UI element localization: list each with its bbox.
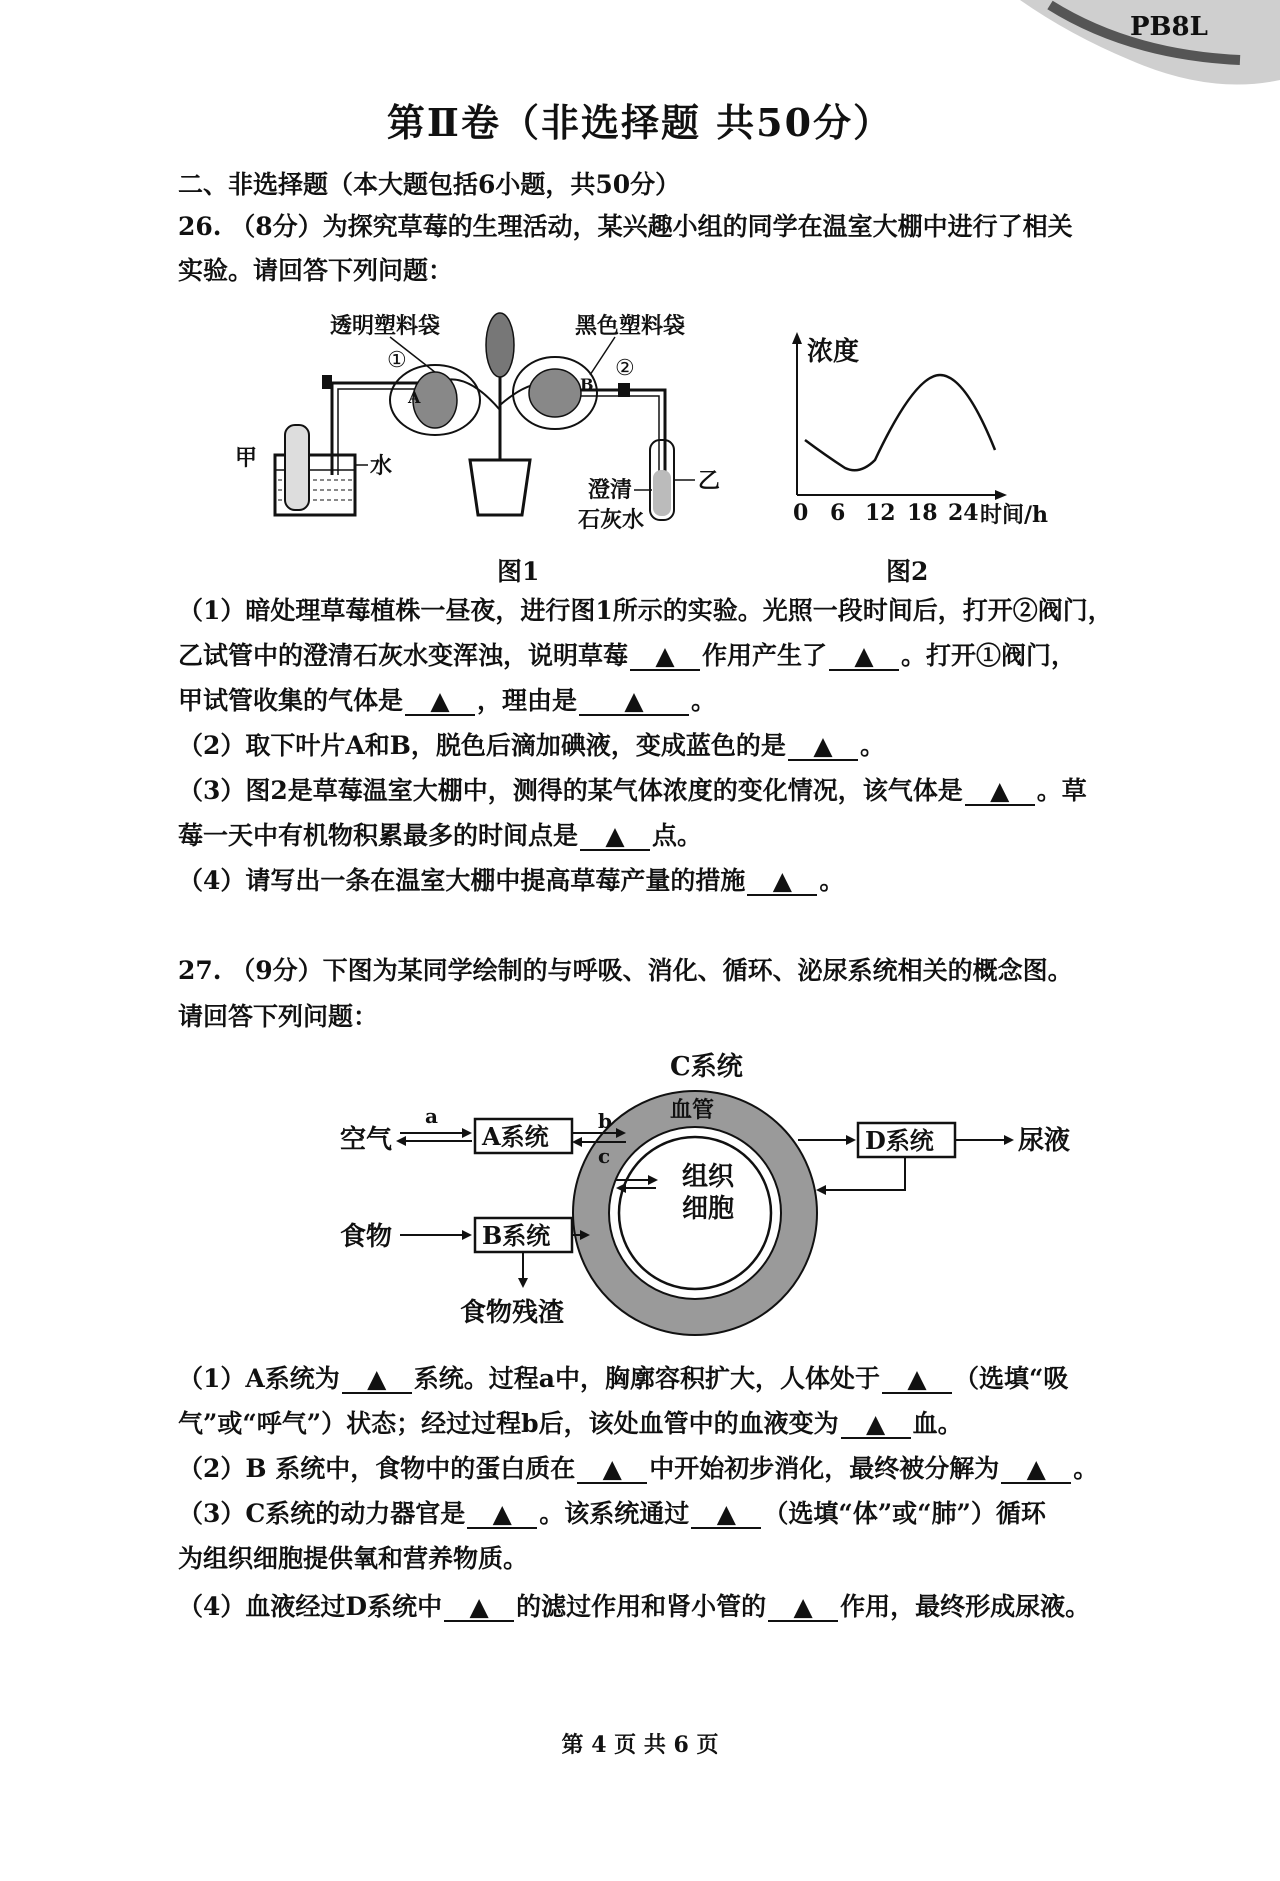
label-lime-2: 石灰水: [578, 507, 645, 533]
label-lime-1: 澄清: [588, 477, 633, 503]
valve-2-label: ②: [615, 356, 635, 381]
process-a-label: a: [425, 1104, 438, 1128]
answer-blank[interactable]: ▲: [405, 688, 475, 716]
concentration-curve: [805, 375, 995, 470]
q27-part3-b: 为组织细胞提供氧和营养物质。: [178, 1544, 529, 1573]
answer-blank[interactable]: ▲: [965, 778, 1035, 806]
section-heading: 二、非选择题（本大题包括6小题，共50分）: [178, 170, 681, 199]
test-tube-jia: [285, 425, 309, 510]
answer-blank[interactable]: ▲: [788, 733, 858, 761]
vessel-label: 血管: [670, 1097, 715, 1123]
figure-2-caption: 图2: [886, 557, 929, 586]
label-jia: 甲: [235, 445, 258, 471]
q26-intro-1: 26. （8分）为探究草莓的生理活动，某兴趣小组的同学在温室大棚中进行了相关: [178, 212, 1073, 241]
answer-blank[interactable]: ▲: [444, 1594, 514, 1622]
valve-2: [618, 383, 630, 397]
figure-1-caption: 图1: [497, 557, 540, 586]
food-label: 食物: [340, 1222, 393, 1252]
c-system-label: C系统: [670, 1052, 743, 1082]
leaf-b: [529, 369, 581, 417]
answer-blank[interactable]: ▲: [829, 643, 899, 671]
answer-blank[interactable]: ▲: [580, 823, 650, 851]
q26-part2: （2）取下叶片A和B，脱色后滴加碘液，变成蓝色的是 ▲ 。: [178, 731, 885, 760]
process-b-label: b: [598, 1109, 612, 1133]
fig2-ylabel: 浓度: [807, 337, 860, 367]
answer-blank[interactable]: ▲: [691, 1501, 761, 1529]
page-number: 第 4 页 共 6 页: [561, 1732, 719, 1758]
tick-0: 0: [793, 500, 809, 526]
a-system-label: A系统: [482, 1122, 549, 1151]
label-clear-bag: 透明塑料袋: [330, 313, 441, 339]
label-water: 水: [370, 453, 393, 479]
q27-part3-a: （3）C系统的动力器官是 ▲ 。该系统通过 ▲ （选填“体”或“肺”）循环: [178, 1499, 1046, 1528]
answer-blank[interactable]: ▲: [630, 643, 700, 671]
q26-part1-a: （1）暗处理草莓植株一昼夜，进行图1所示的实验。光照一段时间后，打开②阀门，: [178, 596, 1113, 625]
q27-part2: （2）B 系统中，食物中的蛋白质在 ▲ 中开始初步消化，最终被分解为 ▲ 。: [178, 1454, 1099, 1483]
valve-1: [322, 375, 332, 389]
figure-2-curve: [785, 330, 1075, 530]
tissue-label-1: 组织: [682, 1162, 735, 1192]
urine-label: 尿液: [1018, 1126, 1071, 1156]
figure-1-apparatus: [235, 305, 750, 545]
b-system-label: B系统: [482, 1221, 551, 1250]
tick-12: 12: [865, 500, 896, 526]
q27-intro-1: 27. （9分）下图为某同学绘制的与呼吸、消化、循环、泌尿系统相关的概念图。: [178, 956, 1073, 985]
answer-blank[interactable]: ▲: [841, 1411, 911, 1439]
valve-1-label: ①: [387, 348, 407, 373]
air-label: 空气: [340, 1125, 393, 1155]
answer-blank[interactable]: ▲: [747, 868, 817, 896]
tick-6: 6: [830, 500, 846, 526]
residue-label: 食物残渣: [460, 1298, 565, 1328]
answer-blank[interactable]: ▲: [579, 688, 689, 716]
q27-intro-2: 请回答下列问题：: [178, 1002, 379, 1031]
leaf-a-label: A: [408, 388, 421, 407]
stamp-text: PB8L: [1130, 12, 1208, 42]
answer-blank[interactable]: ▲: [342, 1366, 412, 1394]
answer-blank[interactable]: ▲: [768, 1594, 838, 1622]
q26-part4: （4）请写出一条在温室大棚中提高草莓产量的措施 ▲ 。: [178, 866, 845, 895]
page-title: 第Ⅱ卷（非选择题 共50分）: [386, 100, 894, 145]
q26-part3-b: 莓一天中有机物积累最多的时间点是 ▲ 点。: [178, 821, 703, 850]
answer-blank[interactable]: ▲: [577, 1456, 647, 1484]
leaf-b-label: B: [580, 375, 594, 394]
q26-part1-b: 乙试管中的澄清石灰水变浑浊，说明草莓 ▲ 作用产生了 ▲ 。打开①阀门，: [178, 641, 1077, 670]
q26-intro-2: 实验。请回答下列问题：: [178, 256, 454, 285]
fig2-xlabel: 时间/h: [980, 502, 1049, 528]
label-black-bag: 黑色塑料袋: [575, 313, 686, 339]
answer-blank[interactable]: ▲: [1001, 1456, 1071, 1484]
process-c-label: c: [598, 1144, 611, 1168]
tick-24: 24: [948, 500, 979, 526]
q26-part3-a: （3）图2是草莓温室大棚中，测得的某气体浓度的变化情况，该气体是 ▲ 。草: [178, 776, 1087, 805]
q26-part1-c: 甲试管收集的气体是 ▲ ，理由是 ▲ 。: [178, 686, 717, 715]
q27-part1-a: （1）A系统为 ▲ 系统。过程a中，胸廓容积扩大，人体处于 ▲ （选填“吸: [178, 1364, 1069, 1393]
d-system-label: D系统: [865, 1126, 934, 1155]
label-yi: 乙: [698, 468, 721, 494]
tissue-label-2: 细胞: [682, 1194, 735, 1224]
q27-part4: （4）血液经过D系统中 ▲ 的滤过作用和肾小管的 ▲ 作用，最终形成尿液。: [178, 1592, 1091, 1621]
q27-part1-b: 气”或“呼气”）状态；经过过程b后，该处血管中的血液变为 ▲ 血。: [178, 1409, 963, 1438]
concept-map: [330, 1045, 1090, 1340]
flower-pot: [470, 460, 530, 515]
answer-blank[interactable]: ▲: [882, 1366, 952, 1394]
tick-18: 18: [907, 500, 938, 526]
answer-blank[interactable]: ▲: [467, 1501, 537, 1529]
